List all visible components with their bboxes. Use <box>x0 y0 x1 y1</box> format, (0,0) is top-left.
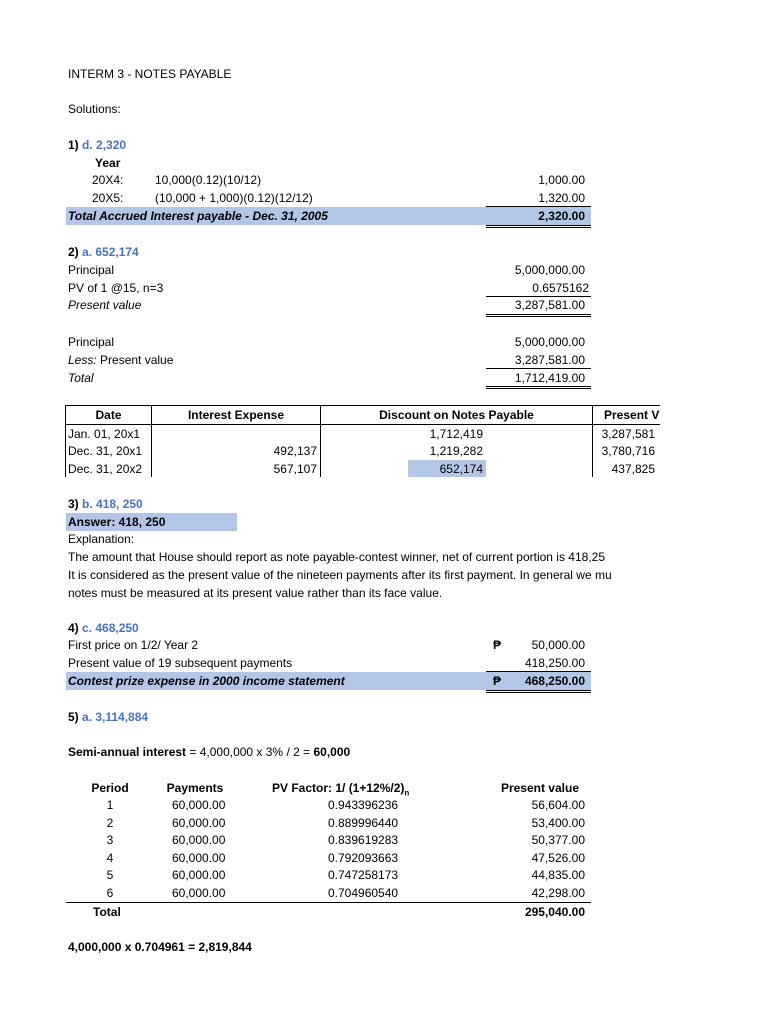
q5-row-2-payment: 60,000.00 <box>172 816 226 830</box>
table-row-1-discount: 1,712,419 <box>429 427 483 441</box>
table-header-date: Date <box>95 408 122 422</box>
q5-header-period: Period <box>91 781 129 795</box>
q5-row-3-period: 3 <box>106 833 114 847</box>
q5-row-4-pv: 47,526.00 <box>531 851 585 865</box>
q3-heading <box>68 496 143 512</box>
q4-row2-amount: 418,250.00 <box>524 656 585 670</box>
q5-semi-formula: = 4,000,000 x 3% / 2 = <box>186 745 314 759</box>
q4-row1-amount: 50,000.00 <box>531 638 585 652</box>
q1-amount-2: 1,320.00 <box>538 191 585 205</box>
q5-row-4-period: 4 <box>106 851 114 865</box>
q2-total-amount: 1,712,419.00 <box>514 371 585 385</box>
q1-amount-1: 1,000.00 <box>538 173 585 187</box>
table-row-2-discount: 1,219,282 <box>429 444 483 458</box>
table-row-2-interest: 492,137 <box>273 444 317 458</box>
q5-row-2-factor: 0.889996440 <box>328 816 399 830</box>
q1-total-label: Total Accrued Interest payable - Dec. 31, 2005 <box>68 209 328 223</box>
q5-row-3-factor: 0.839619283 <box>328 833 399 847</box>
table-row-1-date: Jan. 01, 20x1 <box>68 427 141 441</box>
q2-number: 2) <box>68 245 79 259</box>
q4-row1-label: First price on 1/2/ Year 2 <box>68 638 199 652</box>
q4-total-rule-2 <box>486 692 591 693</box>
q3-explanation-line-3: notes must be measured at its present value rather than its face value. <box>68 586 443 600</box>
q5-semi-label: Semi-annual interest <box>68 745 187 759</box>
q5-header-pv-factor-sub: n <box>404 788 410 798</box>
q3-explanation-line-2: It is considered as the present value of the nineteen payments after its first payment. In general we mu <box>68 568 612 582</box>
q5-row-5-payment: 60,000.00 <box>172 868 226 882</box>
q1-year-2: 20X5: <box>92 191 124 205</box>
q1-formula-2: (10,000 + 1,000)(0.12)(12/12) <box>155 191 313 205</box>
q2-less-rule <box>486 368 591 369</box>
q3-explanation-label: Explanation: <box>68 532 135 546</box>
q4-total-label: Contest prize expense in 2000 income statement <box>68 674 345 688</box>
q2-principal2-label: Principal <box>68 335 115 349</box>
table-row-2-pv: 3,780,716 <box>601 444 655 458</box>
q4-heading <box>68 620 139 636</box>
q4-row2-label: Present value of 19 subsequent payments <box>68 656 293 670</box>
q5-header-payments: Payments <box>166 781 224 795</box>
table-header-interest: Interest Expense <box>187 408 285 422</box>
table-row-3-interest: 567,107 <box>273 462 317 476</box>
table-top-border <box>65 405 660 406</box>
q2-pv-factor: 0.6575162 <box>532 281 589 295</box>
q5-row-5-period: 5 <box>106 868 114 882</box>
table-row-3-discount: 652,174 <box>439 462 483 476</box>
q5-row-1-pv: 56,604.00 <box>531 798 585 812</box>
q1-year-header: Year <box>95 156 121 170</box>
table-header-present-value: Present V <box>604 408 660 422</box>
q5-row-4-payment: 60,000.00 <box>172 851 226 865</box>
q5-row-3-pv: 50,377.00 <box>531 833 585 847</box>
q5-final-line: 4,000,000 x 0.704961 = 2,819,844 <box>68 940 252 954</box>
q5-number: 5) <box>68 710 79 724</box>
q2-principal-amount: 5,000,000.00 <box>514 263 585 277</box>
q2-principal-label: Principal <box>68 263 115 277</box>
q5-row-6-factor: 0.704960540 <box>328 886 399 900</box>
q2-answer: a. 652,174 <box>82 245 139 259</box>
q5-row-3-payment: 60,000.00 <box>172 833 226 847</box>
solutions-label: Solutions: <box>68 102 121 116</box>
q5-header-present-value: Present value <box>500 781 579 795</box>
q5-row-2-period: 2 <box>106 816 114 830</box>
q2-less-amount: 3,287,581.00 <box>514 353 585 367</box>
q5-row-5-pv: 44,835.00 <box>531 868 585 882</box>
q3-explanation-line-1: The amount that House should report as note payable-contest winner, net of current portion is 418,25 <box>68 550 605 564</box>
q5-semi-annual-line <box>68 744 350 760</box>
q2-present-value-amount: 3,287,581.00 <box>514 298 585 312</box>
q5-heading <box>68 709 148 725</box>
table-row-2-date: Dec. 31, 20x1 <box>68 444 143 458</box>
table-header-discount: Discount on Notes Payable <box>379 408 534 422</box>
q5-row-4-factor: 0.792093663 <box>328 851 399 865</box>
q4-answer: c. 468,250 <box>82 621 139 635</box>
q1-year-1: 20X4: <box>92 173 124 187</box>
q5-row-1-payment: 60,000.00 <box>172 798 226 812</box>
q5-semi-result: 60,000 <box>313 745 351 759</box>
q2-principal2-amount: 5,000,000.00 <box>514 335 585 349</box>
q5-row-1-factor: 0.943396236 <box>328 798 399 812</box>
q5-row-2-pv: 53,400.00 <box>531 816 585 830</box>
q4-total-amount: 468,250.00 <box>524 674 585 688</box>
q2-total-rule-1 <box>486 386 591 387</box>
q2-less-row <box>68 352 173 368</box>
q5-header-pv-factor-text: PV Factor: 1/ (1+12%/2) <box>272 781 405 795</box>
q1-heading <box>68 137 126 153</box>
q5-row-6-period: 6 <box>106 886 114 900</box>
q2-pv-label: PV of 1 @15, n=3 <box>68 281 164 295</box>
q5-total-rule <box>66 902 591 903</box>
q2-less-text: Present value <box>100 353 174 367</box>
q2-total-label: Total <box>68 371 94 385</box>
q5-row-6-payment: 60,000.00 <box>172 886 226 900</box>
q4-total-rule-1 <box>486 690 591 691</box>
q2-present-value-label: Present value <box>68 298 142 312</box>
q2-less-label: Less: <box>68 353 97 367</box>
q2-pv-double-rule-2 <box>486 316 591 317</box>
q3-answer-box: Answer: 418, 250 <box>68 515 166 529</box>
q3-answer: b. 418, 250 <box>82 497 143 511</box>
q5-row-1-period: 1 <box>106 798 114 812</box>
q1-answer: d. 2,320 <box>82 138 127 152</box>
q4-row1-currency: ₱ <box>493 638 502 652</box>
q5-row-6-pv: 42,298.00 <box>531 886 585 900</box>
q2-pv-double-rule-1 <box>486 314 591 315</box>
table-row-3-pv: 437,825 <box>611 462 655 476</box>
q4-total-currency: ₱ <box>493 674 502 688</box>
q5-total-label: Total <box>93 905 121 919</box>
q5-row-5-factor: 0.747258173 <box>328 868 399 882</box>
q5-total-amount: 295,040.00 <box>524 905 585 919</box>
q1-total-rule-1 <box>486 225 591 226</box>
q4-number: 4) <box>68 621 79 635</box>
q2-total-rule-2 <box>486 388 591 389</box>
q1-formula-1: 10,000(0.12)(10/12) <box>155 173 262 187</box>
q1-total-rule-2 <box>486 227 591 228</box>
q1-number: 1) <box>68 138 79 152</box>
q1-total-amount: 2,320.00 <box>538 209 585 223</box>
table-header-bottom-border <box>65 424 660 425</box>
table-row-1-pv: 3,287,581 <box>601 427 655 441</box>
table-row-3-date: Dec. 31, 20x2 <box>68 462 143 476</box>
q3-number: 3) <box>68 497 79 511</box>
q2-heading <box>68 244 139 260</box>
q5-answer: a. 3,114,884 <box>82 710 149 724</box>
page-title: INTERM 3 - NOTES PAYABLE <box>68 67 232 81</box>
